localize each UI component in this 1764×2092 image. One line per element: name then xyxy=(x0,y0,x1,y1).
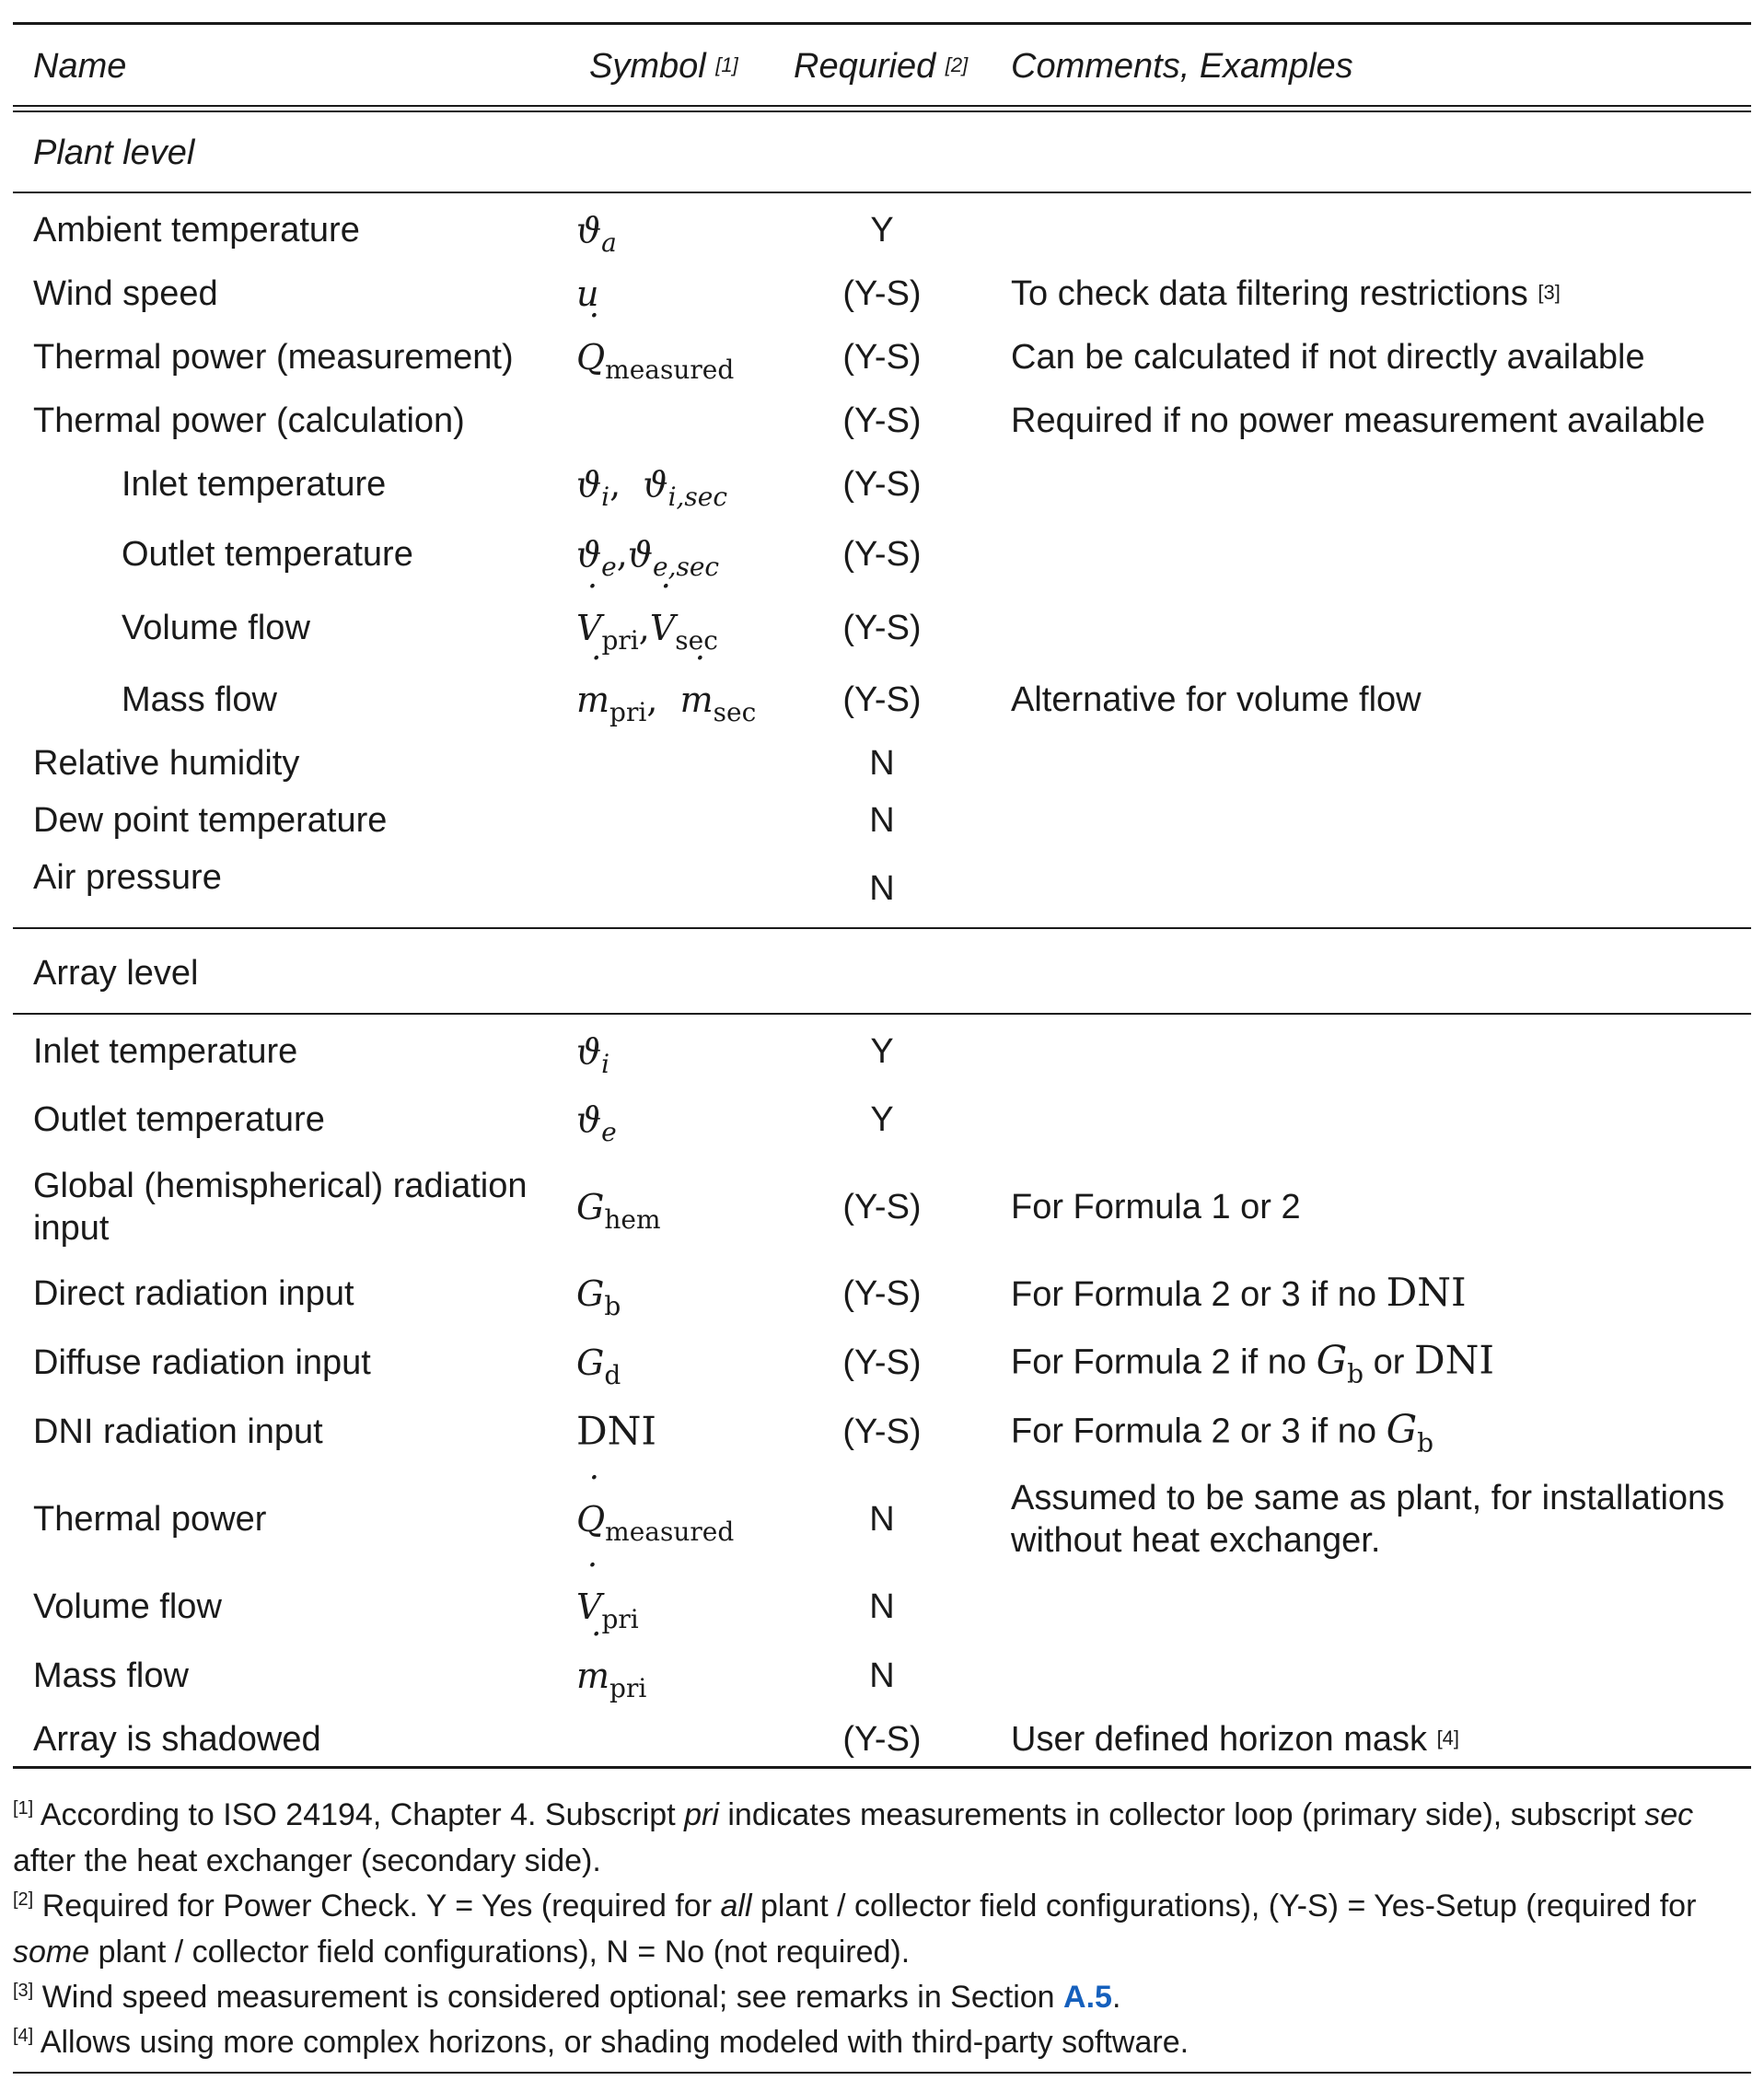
symbol-q-measured xyxy=(576,1498,735,1547)
symbol-main: ˙ V xyxy=(650,607,675,649)
header-name: Name xyxy=(33,47,127,86)
symbol-main: G xyxy=(1386,1406,1418,1452)
footnote-emph: sec xyxy=(1644,1797,1694,1832)
symbol-sub: b xyxy=(1347,1358,1364,1389)
header-symbol-footnote: [1] xyxy=(715,53,738,76)
symbol-dni: DNI xyxy=(1413,1337,1494,1383)
symbol-m-pri xyxy=(576,1655,647,1703)
footnote-text: after the heat exchanger (secondary side). xyxy=(13,1843,601,1878)
row-name: Outlet temperature xyxy=(33,1100,325,1139)
footnote-text: plant / collector field configurations), N = No (not required). xyxy=(98,1935,911,1970)
row-name: Mass flow xyxy=(122,680,277,719)
symbol-sub: measured xyxy=(605,1517,735,1547)
symbol-sub: sec xyxy=(675,625,718,656)
symbol-theta-i xyxy=(576,1030,610,1079)
row-required: Y xyxy=(870,211,894,250)
symbol-main: G xyxy=(576,1273,605,1314)
symbol-g-d xyxy=(576,1342,621,1390)
symbol-sub: d xyxy=(604,1360,621,1390)
row-required: (Y-S) xyxy=(842,1188,922,1226)
row-name: Inlet temperature xyxy=(122,465,387,504)
symbol-g-hem xyxy=(576,1186,661,1235)
row-name: Global (hemispherical) radiation input xyxy=(33,1167,528,1248)
header-symbol xyxy=(589,45,738,87)
row-name: Volume flow xyxy=(122,609,310,647)
footnote-text: . xyxy=(1111,1980,1121,2015)
section-divider-rule xyxy=(13,927,1751,929)
symbol-sub: i xyxy=(601,1049,610,1079)
row-name: Thermal power (calculation) xyxy=(33,401,465,440)
header-double-rule-top xyxy=(13,105,1751,107)
footnote-text: plant / collector field configurations), (Y-S) = Yes-Setup (required for xyxy=(760,1889,1697,1923)
row-name: Ambient temperature xyxy=(33,211,360,250)
footnote-4 xyxy=(13,2019,1751,2065)
symbol-main: ˙ V xyxy=(576,1586,601,1628)
row-comment-footnote: [4] xyxy=(1436,1726,1460,1749)
symbol-sub: b xyxy=(604,1291,621,1321)
row-name: Wind speed xyxy=(33,274,218,313)
symbol-m-flow xyxy=(576,679,757,727)
symbol-main: ϑ xyxy=(576,534,602,575)
row-name: Thermal power (measurement) xyxy=(33,338,514,377)
symbol-theta-a xyxy=(576,209,617,258)
footnote-3 xyxy=(13,1974,1751,2020)
row-comment-text: or xyxy=(1373,1342,1405,1382)
symbol-sep: , xyxy=(609,464,621,505)
row-comment xyxy=(1011,1406,1434,1459)
row-required: (Y-S) xyxy=(842,1720,922,1759)
row-name: Direct radiation input xyxy=(33,1274,354,1313)
footnote-mark: [3] xyxy=(13,1981,34,2001)
row-comment-footnote: [3] xyxy=(1538,281,1561,304)
symbol-main: ˙ m xyxy=(680,679,714,721)
symbol-sub: a xyxy=(601,227,617,258)
symbol-main: ϑ xyxy=(627,534,654,575)
header-symbol-label: Symbol xyxy=(589,47,706,86)
footnote-mark: [4] xyxy=(13,2026,34,2046)
section-title: Plant level xyxy=(33,134,195,172)
footnote-text: Wind speed measurement is considered optional; see remarks in Section xyxy=(41,1980,1055,2015)
section-array-rule xyxy=(13,1013,1751,1015)
symbol-dni xyxy=(576,1408,657,1454)
row-required: Y xyxy=(870,1032,894,1071)
footnote-mark: [1] xyxy=(13,1798,34,1819)
row-required: N xyxy=(869,744,895,783)
symbol-sub: sec xyxy=(713,697,757,727)
symbol-sub: b xyxy=(1417,1427,1434,1459)
symbol-g-b xyxy=(1316,1337,1364,1389)
row-comment xyxy=(1011,1337,1494,1389)
row-name: Diffuse radiation input xyxy=(33,1343,371,1382)
row-name: Air pressure xyxy=(33,858,222,897)
symbol-main: G xyxy=(1316,1337,1348,1383)
row-required: (Y-S) xyxy=(842,274,922,313)
section-plant-rule xyxy=(13,192,1751,193)
symbol-main: ϑ xyxy=(576,1099,602,1140)
row-comment-text: User defined horizon mask xyxy=(1011,1720,1427,1759)
row-comment: Can be calculated if not directly available xyxy=(1011,338,1645,377)
row-comment xyxy=(1011,1272,1467,1316)
header-comments: Comments, Examples xyxy=(1011,47,1353,86)
row-comment-text: To check data filtering restrictions xyxy=(1011,274,1528,313)
row-name: DNI radiation input xyxy=(33,1412,323,1451)
row-comment: Required if no power measurement available xyxy=(1011,401,1706,440)
row-required: N xyxy=(869,801,895,840)
symbol-v-flow xyxy=(576,607,718,656)
row-comment: Assumed to be same as plant, for installations without heat exchanger. xyxy=(1011,1479,1725,1560)
footnote-emph: all xyxy=(720,1889,752,1923)
row-required: N xyxy=(869,1587,895,1626)
row-required: (Y-S) xyxy=(842,535,922,574)
symbol-theta-i xyxy=(576,463,728,512)
row-required: N xyxy=(869,1500,895,1539)
page-bottom-rule xyxy=(13,2072,1751,2074)
symbol-sub: e xyxy=(601,1117,617,1147)
symbol-main: ϑ xyxy=(576,464,602,505)
row-name: Dew point temperature xyxy=(33,801,388,840)
symbol-main: ˙ m xyxy=(576,679,609,721)
row-name: Array is shadowed xyxy=(33,1720,321,1759)
symbol-g-b xyxy=(1386,1406,1434,1459)
symbol-sub: i,sec xyxy=(667,482,728,512)
symbol-sep: , xyxy=(638,608,650,648)
footnote-2 xyxy=(13,1883,1751,1975)
footnote-mark: [2] xyxy=(13,1889,34,1910)
symbol-theta-e xyxy=(576,533,720,582)
symbol-sub: pri xyxy=(601,1604,639,1634)
symbol-sub: pri xyxy=(609,1673,647,1703)
symbol-main: ˙ Q xyxy=(576,1498,605,1540)
row-comment xyxy=(1011,273,1561,315)
symbol-sub: i xyxy=(601,482,610,512)
symbol-v-pri xyxy=(576,1586,639,1634)
symbol-main: ϑ xyxy=(643,464,668,505)
header-double-rule-bottom xyxy=(13,110,1751,112)
footnote-emph: pri xyxy=(684,1797,719,1832)
row-required: Y xyxy=(870,1100,894,1139)
row-required: N xyxy=(869,869,895,908)
symbol-sub: pri xyxy=(601,625,639,656)
symbol-sep: , xyxy=(646,680,658,720)
row-name: Relative humidity xyxy=(33,744,300,783)
symbol-theta-e xyxy=(576,1098,617,1147)
section-title: Array level xyxy=(33,954,199,993)
symbol-main: DNI xyxy=(576,1408,657,1454)
row-name: Outlet temperature xyxy=(122,535,413,574)
symbol-main: G xyxy=(576,1187,605,1227)
row-required: (Y-S) xyxy=(842,680,922,719)
section-link[interactable]: A.5 xyxy=(1063,1980,1112,2015)
row-comment-text: For Formula 2 or 3 if no xyxy=(1011,1275,1377,1314)
header-required-footnote: [2] xyxy=(945,53,969,76)
row-required: (Y-S) xyxy=(842,465,922,504)
row-comment: Alternative for volume flow xyxy=(1011,680,1422,719)
symbol-dni: DNI xyxy=(1386,1270,1467,1315)
footnote-text: indicates measurements in collector loop (primary side), subscript xyxy=(727,1797,1636,1832)
symbol-main: ˙ m xyxy=(576,1655,609,1697)
footnote-text: Allows using more complex horizons, or shading modeled with third-party software. xyxy=(40,2025,1190,2060)
symbol-main: ˙ V xyxy=(576,607,601,649)
table-top-rule xyxy=(13,22,1751,25)
row-name: Thermal power xyxy=(33,1500,267,1539)
symbol-g-b xyxy=(576,1273,621,1321)
symbol-main: G xyxy=(576,1342,605,1383)
symbol-q-measured xyxy=(576,336,735,385)
footnote-emph: some xyxy=(13,1935,90,1970)
row-required: (Y-S) xyxy=(842,338,922,377)
symbol-sub: measured xyxy=(605,354,735,385)
symbol-main: ϑ xyxy=(576,1031,602,1072)
row-comment: For Formula 1 or 2 xyxy=(1011,1188,1301,1226)
row-required: (Y-S) xyxy=(842,609,922,647)
symbol-sub: e,sec xyxy=(653,552,720,582)
footnote-1 xyxy=(13,1792,1751,1884)
row-name: Volume flow xyxy=(33,1587,222,1626)
header-required-label: Requried xyxy=(794,47,936,86)
row-comment-text: For Formula 2 if no xyxy=(1011,1342,1306,1382)
symbol-main: u xyxy=(576,273,599,314)
table-bottom-rule xyxy=(13,1766,1751,1769)
row-required: (Y-S) xyxy=(842,1343,922,1382)
footnote-text: According to ISO 24194, Chapter 4. Subscript xyxy=(40,1797,676,1832)
header-required xyxy=(794,45,968,87)
symbol-sub: e xyxy=(601,552,617,582)
row-name: Mass flow xyxy=(33,1656,189,1695)
symbol-sub: hem xyxy=(604,1204,661,1235)
footnote-text: Required for Power Check. Y = Yes (required for xyxy=(41,1889,713,1923)
row-required: (Y-S) xyxy=(842,401,922,440)
symbol-sub: pri xyxy=(609,697,647,727)
row-comment xyxy=(1011,1718,1459,1761)
row-required: N xyxy=(869,1656,895,1695)
row-required: (Y-S) xyxy=(842,1274,922,1313)
row-required: (Y-S) xyxy=(842,1412,922,1451)
row-name: Inlet temperature xyxy=(33,1032,298,1071)
row-comment-text: For Formula 2 or 3 if no xyxy=(1011,1412,1377,1451)
symbol-main: ˙ Q xyxy=(576,336,605,378)
symbol-sep: , xyxy=(616,534,628,575)
symbol-main: ϑ xyxy=(576,210,602,250)
